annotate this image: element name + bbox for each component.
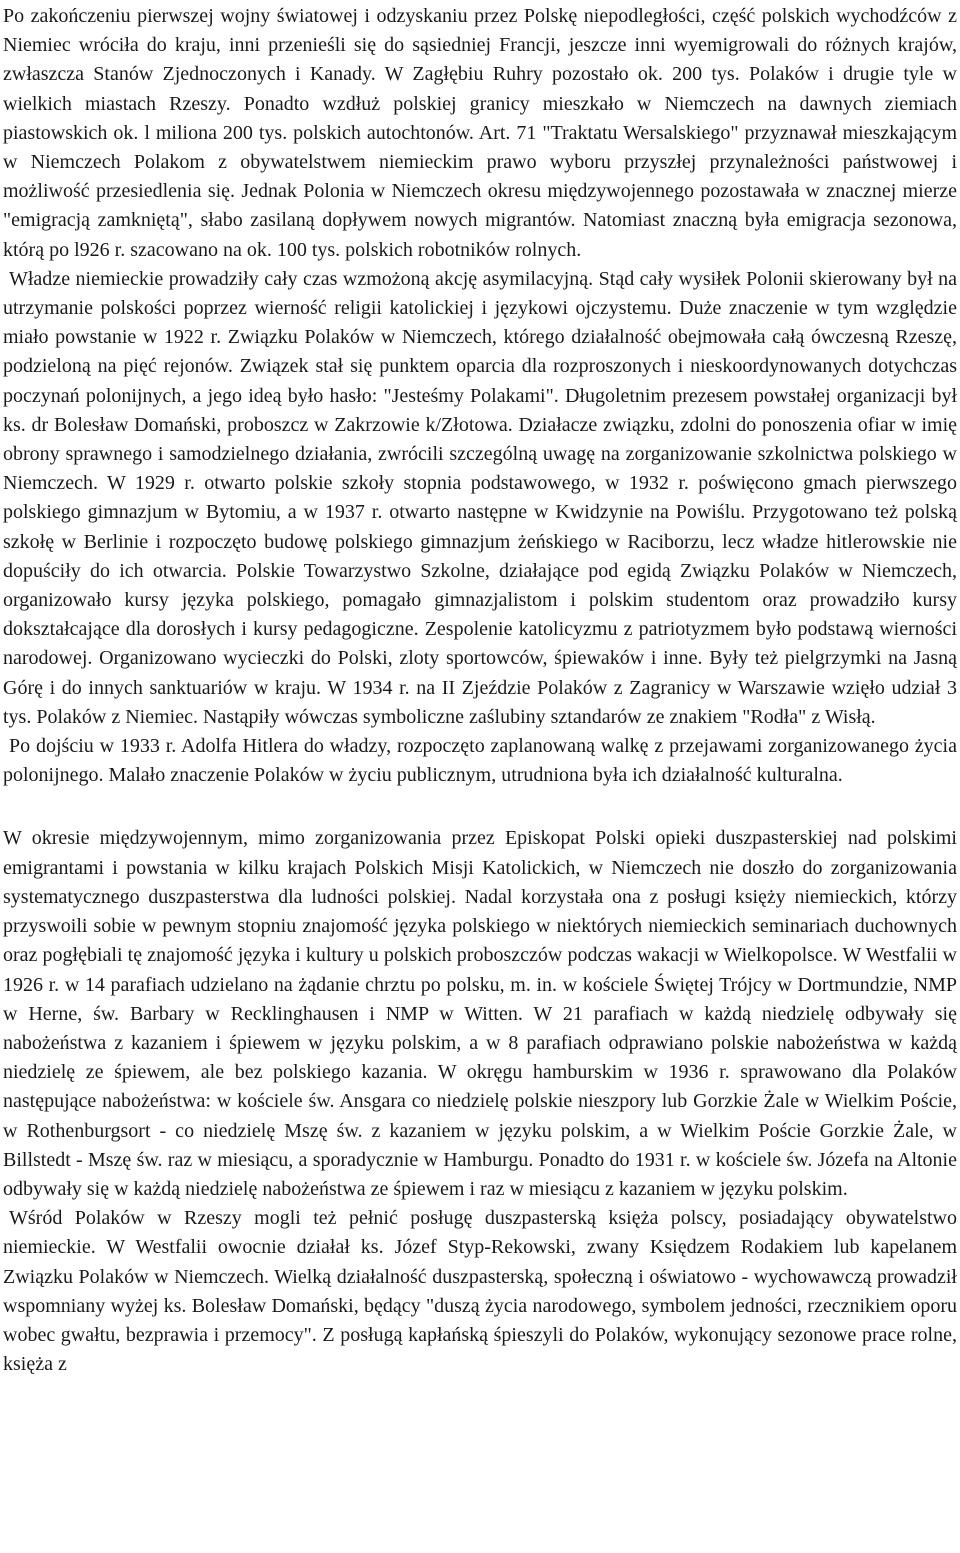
paragraph-assimilation-and-union: Władze niemieckie prowadziły cały czas wzmożoną akcję asymilacyjną. Stąd cały wysiłek Polonii skierowany był na utrzymanie polskości poprzez wierność religii katolickiej i językowi ojczystemu. Duże znaczenie w tym względzie miało powstanie w 1922 r. Związku Polaków w Niemczech, którego działalność obejmowała całą ówczesną Rzeszę, podzieloną na pięć rejonów. Związek stał się punktem oparcia dla rozproszonych i nieskoordynowanych dotychczas poczynań polonijnych, a jego ideą było hasło: "Jesteśmy Polakami". Długoletnim prezesem powstałej organizacji był ks. dr Bolesław Domański, proboszcz w Zakrzowie k/Złotowa. Działacze związku, zdolni do ponoszenia ofiar w imię obrony sprawnego i samodzielnego działania, zwrócili szczególną uwagę na zorganizowanie szkolnictwa polskiego w Niemczech. W 1929 r. otwarto polskie szkoły stopnia podstawowego, w 1932 r. poświęcono gmach pierwszego polskiego gimnazjum w Bytomiu, a w 1937 r. otwarto następne w Kwidzynie na Powiślu. Przygotowano też polską szkołę w Berlinie i rozpoczęto budowę polskiego gimnazjum żeńskiego w Raciborzu, lecz władze hitlerowskie nie dopuściły do ich otwarcia. Polskie Towarzystwo Szkolne, działające pod egidą Związku Polaków w Niemczech, organizowało kursy języka polskiego, pomagało gimnazjalistom i polskim studentom oraz prowadziło kursy dokształcające dla dorosłych i kursy pedagogiczne. Zespolenie katolicyzmu z patriotyzmem było podstawą wierności narodowej. Organizowano wycieczki do Polski, zloty sportowców, śpiewaków i inne. Były też pielgrzymki na Jasną Górę i do innych sanktuariów w kraju. W 1934 r. na II Zjeździe Polaków z Zagranicy w Warszawie wzięło udział 3 tys. Polaków z Niemiec. Nastąpiły wówczas symboliczne zaślubiny sztandarów ze znakiem "Rodła" z Wisłą. bbox=[3, 267, 957, 728]
paragraph-polish-priests: Wśród Polaków w Rzeszy mogli też pełnić posługę duszpasterską księża polscy, posiadający obywatelstwo niemieckie. W Westfalii owocnie działał ks. Józef Styp-Rekowski, zwany Księdzem Rodakiem lub kapelanem Związku Polaków w Niemczech. Wielką działalność duszpasterską, społeczną i oświatowo - wychowawczą prowadził wspomniany wyżej ks. Bolesław Domański, będący "duszą życia narodowego, symbolem jedności, rzecznikiem oporu wobec gwałtu, bezprawia i przemocy". Z posługą kapłańską śpieszyli do Polaków, wykonujący sezonowe prace rolne, księża z bbox=[3, 1207, 957, 1376]
paragraph-emigration-after-ww1: Po zakończeniu pierwszej wojny światowej i odzyskaniu przez Polskę niepodległości, część polskich wychodźców z Niemiec wróciła do kraju, inni przenieśli się do sąsiedniej Francji, jeszcze inni wyemigrowali do różnych krajów, zwłaszcza Stanów Zjednoczonych i Kanady. W Zagłębiu Ruhry pozostało ok. 200 tys. Polaków i drugie tyle w wielkich miastach Rzeszy. Ponadto wzdłuż polskiej granicy mieszkało w Niemczech na dawnych ziemiach piastowskich ok. l miliona 200 tys. polskich autochtonów. Art. 71 "Traktatu Wersalskiego" przyznawał mieszkającym w Niemczech Polakom z obywatelstwem niemieckim prawo wyboru przyszłej przynależności państwowej i możliwość przesiedlenia się. Jednak Polonia w Niemczech okresu międzywojennego pozostawała w znacznej mierze "emigracją zamkniętą", słabo zasilaną dopływem nowych migrantów. Natomiast znaczną była emigracja sezonowa, którą po l926 r. szacowano na ok. 100 tys. polskich robotników rolnych. bbox=[3, 5, 957, 261]
paragraph-hitler-era: Po dojściu w 1933 r. Adolfa Hitlera do władzy, rozpoczęto zaplanowaną walkę z przejawami zorganizowanego życia polonijnego. Malało znaczenie Polaków w życiu publicznym, utrudniona była ich działalność kulturalna. bbox=[3, 735, 957, 787]
paragraph-gap bbox=[3, 790, 957, 824]
paragraph-pastoral-care: W okresie międzywojennym, mimo zorganizowania przez Episkopat Polski opieki duszpasterskiej nad polskimi emigrantami i powstania w kilku krajach Polskich Misji Katolickich, w Niemczech nie doszło do zorganizowania systematycznego duszpasterstwa dla ludności polskiej. Nadal korzystała ona z posługi księży niemieckich, którzy przyswoili sobie w pewnym stopniu znajomość języka polskiego w niektórych niemieckich seminariach duchownych oraz pogłębiali tę znajomość języka i kultury u polskich proboszczów podczas wakacji w Wielkopolsce. W Westfalii w 1926 r. w 14 parafiach udzielano na żądanie chrztu po polsku, m. in. w kościele Świętej Trójcy w Dortmundzie, NMP w Herne, św. Barbary w Recklinghausen i NMP w Witten. W 21 parafiach w każdą niedzielę odbywały się nabożeństwa z kazaniem i śpiewem w języku polskim, a w 8 parafiach odprawiano polskie nabożeństwa w każdą niedzielę ze śpiewem, ale bez polskiego kazania. W okręgu hamburskim w 1936 r. sprawowano dla Polaków następujące nabożeństwa: w kościele św. Ansgara co niedzielę polskie nieszpory lub Gorzkie Żale w Wielkim Poście, w Rothenburgsort - co niedzielę Mszę św. z kazaniem w języku polskim, a w Wielkim Poście Gorzkie Żale, w Billstedt - Mszę św. raz w miesiącu, a sporadycznie w Hamburgu. Ponadto do 1931 r. w kościele św. Józefa na Altonie odbywały się w każdą niedzielę nabożeństwa ze śpiewem i raz w miesiącu z kazaniem w języku polskim. bbox=[3, 827, 957, 1200]
